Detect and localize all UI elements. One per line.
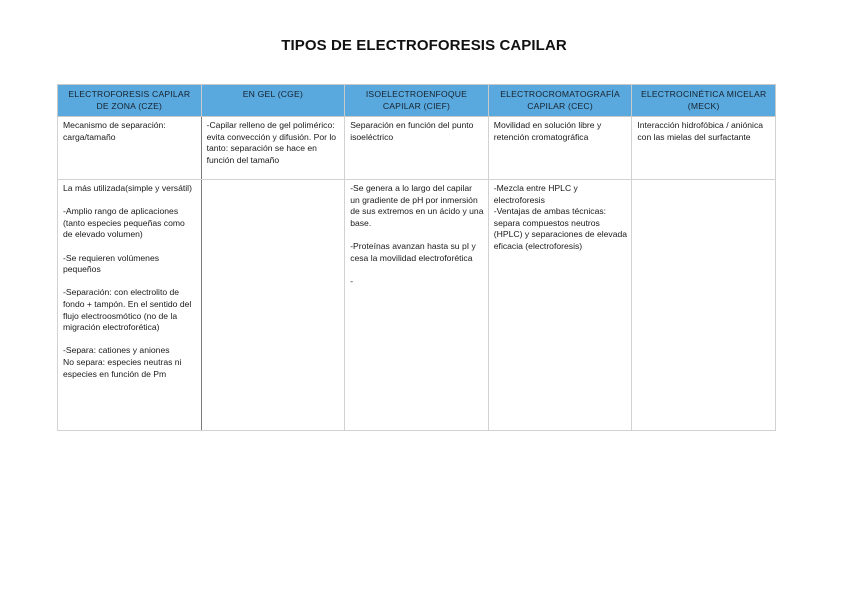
cell-cief-mechanism xyxy=(345,117,489,180)
cell-text: Mecanismo de separación: carga/tamaño xyxy=(63,120,166,142)
table-row-details xyxy=(58,180,776,431)
cell-cec-mechanism xyxy=(488,117,632,180)
cell-meck-details xyxy=(632,180,776,431)
header-cge: EN GEL (CGE) xyxy=(201,85,345,117)
cell-text: La más utilizada(simple y versátil) -Amplio rango de aplicaciones (tanto especies pequeñas como de elevado volumen) -Se requieren volúmenes pequeños -Separación: con electrolito de fondo + tampón. En el sentido del flujo electroosmótico (no de la migración electroforética) -Separa: cationes y aniones No separa: especies neutras ni especies en función de Pm xyxy=(63,183,192,379)
electrophoresis-types-table xyxy=(57,84,776,431)
cell-cge-mechanism xyxy=(201,117,345,180)
cell-cze-mechanism xyxy=(58,117,202,180)
cell-cec-details xyxy=(488,180,632,431)
header-cief: ISOELECTROENFOQUE CAPILAR (CIEF) xyxy=(345,85,489,117)
page-title: TIPOS DE ELECTROFORESIS CAPILAR xyxy=(281,37,567,54)
header-cec: ELECTROCROMATOGRAFÍA CAPILAR (CEC) xyxy=(488,85,632,117)
header-meck: ELECTROCINÉTICA MICELAR (MECK) xyxy=(632,85,776,117)
cell-meck-mechanism xyxy=(632,117,776,180)
table-header-row xyxy=(58,85,776,117)
cell-text: Interacción hidrofóbica / aniónica con las mielas del surfactante xyxy=(637,120,764,142)
header-cze: ELECTROFORESIS CAPILAR DE ZONA (CZE) xyxy=(58,85,202,117)
cell-text: -Se genera a lo largo del capilar un gradiente de pH por inmersión de sus extremos en un ácido y una base. -Proteínas avanzan hasta su pI y cesa la movilidad electroforética - xyxy=(350,183,484,286)
cell-cze-details xyxy=(58,180,202,431)
cell-text: -Mezcla entre HPLC y electroforesis -Ventajas de ambas técnicas: separa compuestos neutros (HPLC) y separaciones de elevada eficacia (electroforesis) xyxy=(493,183,628,251)
cell-text: Separación en función del punto isoeléctrico xyxy=(350,120,474,142)
cell-text: Movilidad en solución libre y retención cromatográfica xyxy=(493,120,602,142)
cell-cge-details xyxy=(201,180,345,431)
table-row-mechanism xyxy=(58,117,776,180)
cell-text: -Capilar relleno de gel polimérico: evita convección y difusión. Por lo tanto: separación se hace en función del tamaño xyxy=(206,120,337,165)
cell-cief-details xyxy=(345,180,489,431)
